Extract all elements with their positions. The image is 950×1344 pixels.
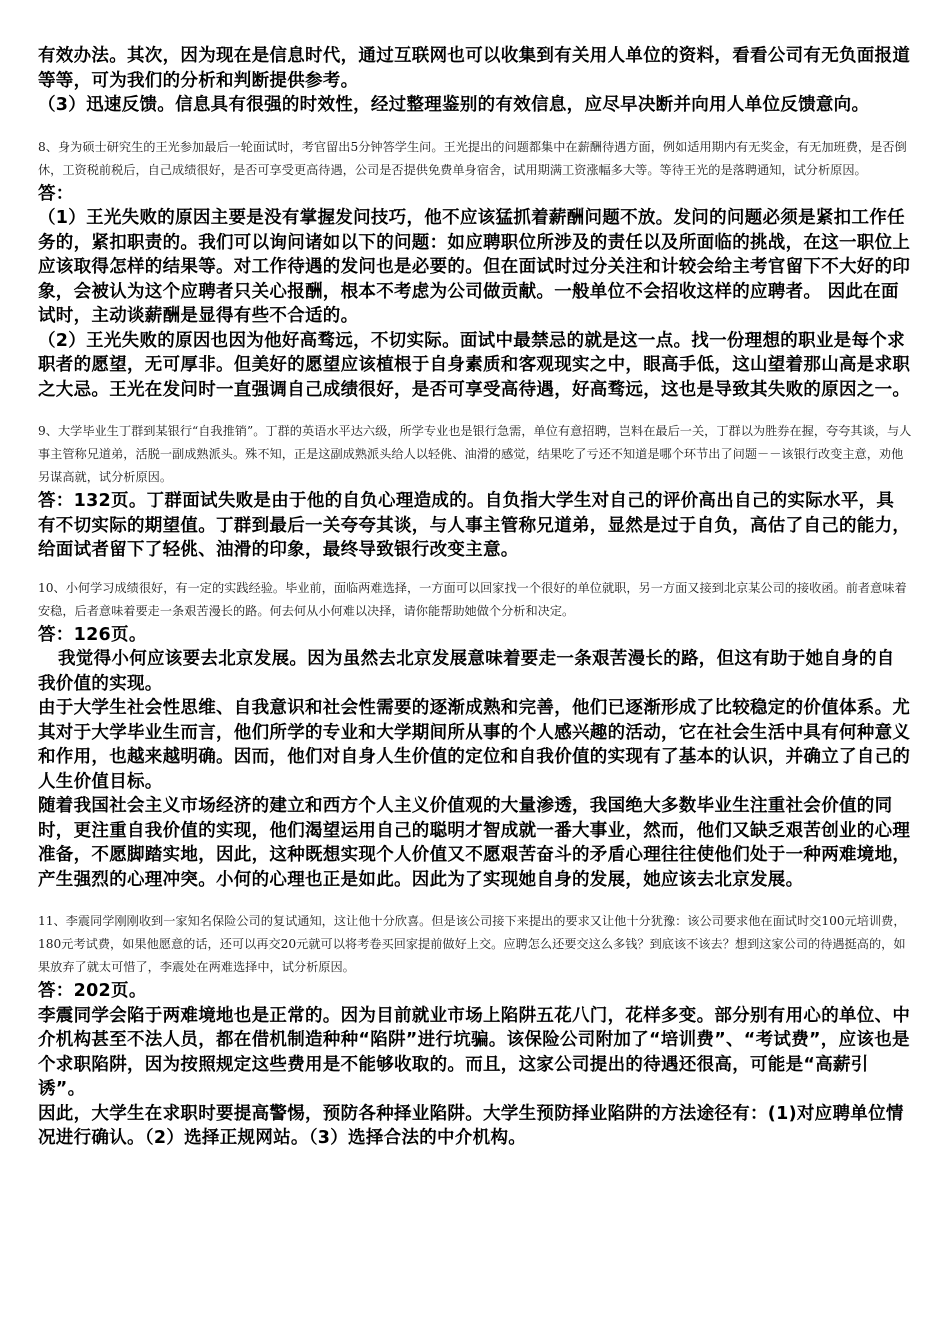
answer-paragraph: 有效办法。其次，因为现在是信息时代，通过互联网也可以收集到有关用人单位的资料，看看公司有无负面报道等等，可为我们的分析和判断提供参考。: [38, 46, 911, 91]
answer-label: 答：126页。: [38, 624, 147, 645]
question-9: 9、大学毕业生丁群到某银行“自我推销”。丁群的英语水平达六级，所学专业也是银行急需，单位有意招聘，岂料在最后一关，丁群以为胜券在握，夸夸其谈，与人事主管称兄道弟，活脱一副成熟派头。殊不知，正是这副成熟派头给人以轻佻、油滑的感觉，结果吃了亏还不知道是哪个环节出了问题－－该银行改变主意，劝他另谋高就，试分析原因。: [38, 424, 912, 484]
answer-paragraph: 我觉得小何应该要去北京发展。因为虽然去北京发展意味着要走一条艰苦漫长的路，但这有助于她自身的自我价值的实现。: [38, 649, 895, 694]
answer-paragraph: 由于大学生社会性思维、自我意识和社会性需要的逐渐成熟和完善，他们已逐渐形成了比较稳定的价值体系。尤其对于大学毕业生而言，他们所学的专业和大学期间所从事的个人感兴趣的活动，它在社会生活中具有何种意义和作用，也越来越明确。因而，他们对自身人生价值的定位和自我价值的实现有了基本的认识，并确立了自己的人生价值目标。: [38, 698, 911, 792]
answer-paragraph: （1）王光失败的原因主要是没有掌握发问技巧，他不应该猛抓着薪酬问题不放。发问的问题必须是紧扣工作任务的，紧扣职责的。我们可以询问诸如以下的问题：如应聘职位所涉及的责任以及所面临的挑战，在这一职位上应该取得怎样的结果等。对工作待遇的发问也是必要的。但在面试时过分关注和计较会给主考官留下不大好的印象，会被认为这个应聘者只关心报酬，根本不考虑为公司做贡献。一般单位不会招收这样的应聘者。 因此在面试时，主动谈薪酬是显得有些不合适的。: [38, 208, 911, 326]
answer-paragraph: 随着我国社会主义市场经济的建立和西方个人主义价值观的大量渗透，我国绝大多数毕业生注重社会价值的同时，更注重自我价值的实现，他们渴望运用自己的聪明才智成就一番大事业，然而，他们又缺乏艰苦创业的心理准备，不愿脚踏实地，因此，这种既想实现个人价值又不愿艰苦奋斗的矛盾心理往往使他们处于一种两难境地，产生强烈的心理冲突。小何的心理也正是如此。因此为了实现她自身的发展，她应该去北京发展。: [38, 796, 911, 890]
answer-paragraph: （2）王光失败的原因也因为他好高骛远，不切实际。面试中最禁忌的就是这一点。找一份理想的职业是每个求职者的愿望，无可厚非。但美好的愿望应该植根于自身素质和客观现实之中，眼高手低，这山望着那山高是求职之大忌。王光在发问时一直强调自己成绩很好，是否可享受高待遇，好高骛远，这也是导致其失败的原因之一。: [38, 330, 911, 400]
answer-paragraph: 答：132页。丁群面试失败是由于他的自负心理造成的。自负指大学生对自己的评价高出自己的实际水平，具有不切实际的期望值。丁群到最后一关夸夸其谈，与人事主管称兄道弟，显然是过于自负，高估了自己的能力，给面试者留下了轻佻、油滑的印象，最终导致银行改变主意。: [38, 491, 911, 560]
answer-paragraph: 李震同学会陷于两难境地也是正常的。因为目前就业市场上陷阱五花八门，花样多变。部分别有用心的单位、中介机构甚至不法人员，都在借机制造种种“陷阱”进行坑骗。该保险公司附加了“培训费”、“考试费”，应该也是个求职陷阱，因为按照规定这些费用是不能够收取的。而且，这家公司提出的待遇还很高，可能是“高薪引诱”。: [38, 1005, 911, 1099]
document-page: [38, 44, 912, 1151]
answer-label: 答：202页。: [38, 981, 147, 1001]
answer-paragraph: 因此，大学生在求职时要提高警惕，预防各种择业陷阱。大学生预防择业陷阱的方法途径有：(1)对应聘单位情况进行确认。（2）选择正规网站。（3）选择合法的中介机构。: [38, 1103, 904, 1148]
question-10: 10、小何学习成绩很好，有一定的实践经验。毕业前，面临两难选择，一方面可以回家找一个很好的单位就职，另一方面又接到北京某公司的接收函。前者意味着安稳，后者意味着要走一条艰苦漫长的路。何去何从小何难以决择，请你能帮助她做个分析和决定。: [38, 580, 907, 618]
answer-paragraph: （3）迅速反馈。信息具有很强的时效性，经过整理鉴别的有效信息，应尽早决断并向用人单位反馈意向。: [38, 95, 870, 115]
question-8: 8、身为硕士研究生的王光参加最后一轮面试时，考官留出5分钟答学生问。王光提出的问题都集中在薪酬待遇方面，例如适用期内有无奖金，有无加班费，是否倒休，工资税前税后，自己成绩很好，是否可享受更高待遇，公司是否提供免费单身宿舍，试用期满工资涨幅多大等。等待王光的是落聘通知，试分析原因。: [38, 139, 907, 177]
answer-label: 答：: [38, 183, 74, 204]
question-11: 11、李震同学刚刚收到一家知名保险公司的复试通知，这让他十分欣喜。但是该公司接下来提出的要求又让他十分犹豫：该公司要求他在面试时交100元培训费，180元考试费，如果他愿意的话，还可以再交20元就可以将考卷买回家提前做好上交。应聘怎么还要交这么多钱？到底该不该去？想到这家公司的待遇挺高的，如果放弃了就太可惜了，李震处在两难选择中，试分析原因。: [38, 914, 906, 974]
